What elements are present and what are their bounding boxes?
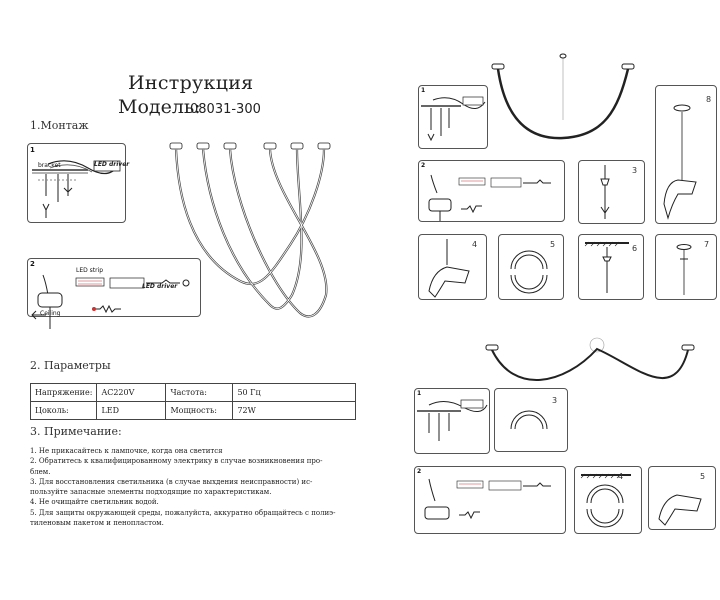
table-row [31, 402, 356, 420]
frequency-label: Частота: [166, 384, 233, 402]
right-step2-diagram [418, 160, 565, 222]
bracket-label: bracket [38, 162, 61, 169]
step5-number: 5 [700, 472, 706, 481]
table-row [31, 384, 356, 402]
connector-drawing [649, 467, 715, 529]
suspended-fixture-drawing [488, 50, 638, 150]
step3-number: 3 [632, 166, 638, 175]
bottom-step1-diagram [414, 388, 490, 454]
document-title: Инструкция [128, 72, 254, 94]
note-line: 2. Обратитесь к квалифицированному электрику в случае возникновения про- [30, 457, 323, 466]
step5-number: 5 [550, 240, 556, 249]
step6-number: 6 [632, 244, 638, 253]
step3-number: 3 [552, 396, 558, 405]
step1-number: 1 [30, 146, 35, 154]
ceiling-label: Ceiling [40, 310, 61, 317]
step2-number: 2 [30, 260, 35, 268]
bottom-step5-diagram [648, 466, 716, 530]
step1-number: 1 [417, 390, 422, 397]
voltage-label: Напряжение: [31, 384, 97, 402]
section-notes-heading: 3. Примечание: [30, 425, 122, 438]
note-line: 3. Для восстановления светильника (в случае выхдения неисправности) ис- [30, 477, 313, 486]
voltage-value: AC220V [97, 384, 166, 402]
note-line: 4. Не очищайте светильник водой. [30, 498, 159, 507]
power-value: 72W [233, 402, 356, 420]
led-driver-label: LED driver [94, 161, 130, 168]
note-line: пользуйте запасные элементы подходящие по характеристикам. [30, 488, 272, 497]
step7-number: 7 [704, 240, 710, 249]
bottom-step2-diagram [414, 466, 566, 534]
fixture-hang-drawing [656, 86, 716, 223]
step8-number: 8 [706, 95, 712, 104]
right-step8-diagram [655, 85, 717, 224]
led-driver-label-2: LED driver [142, 283, 178, 290]
note-line: 5. Для защиты окружающей среды, пожалуйста, аккуратно обращайтесь с полиэ- [30, 508, 336, 517]
step2-number: 2 [421, 162, 426, 169]
step4-number: 4 [472, 240, 478, 249]
bottom-step4-diagram [574, 466, 642, 534]
notes-list [30, 446, 360, 528]
right-step1-diagram [418, 85, 488, 149]
led-strip-label: LED strip [76, 267, 104, 274]
note-line: 1. Не прикасайтесь к лампочке, когда она светится [30, 447, 223, 455]
step4-number: 4 [618, 472, 624, 481]
step1-number: 1 [421, 87, 426, 94]
ceiling-mount-drawing [28, 144, 125, 222]
fixture-overview-drawing [160, 135, 360, 325]
section-install-heading: 1.Монтаж [30, 119, 89, 132]
section-params-heading: 2. Параметры [30, 359, 111, 372]
ring-ceiling-drawing [575, 467, 641, 533]
step2-number: 2 [417, 468, 422, 475]
install-step1-diagram [27, 143, 126, 223]
ceiling-mount-drawing [415, 389, 489, 453]
note-line: блем. [30, 467, 51, 476]
model-number: 08031-300 [190, 102, 261, 117]
model-label: Модель: [118, 96, 201, 118]
base-value: LED [97, 402, 166, 420]
driver-wiring-drawing [415, 467, 565, 533]
driver-wiring-drawing [419, 161, 564, 221]
ceiling-mount-drawing [419, 86, 487, 148]
note-line: тиленовым пакетом и пенопластом. [30, 519, 164, 528]
base-label: Цоколь: [31, 402, 97, 420]
parameters-table [30, 383, 356, 420]
power-label: Мощность: [166, 402, 233, 420]
frequency-value: 50 Гц [233, 384, 356, 402]
